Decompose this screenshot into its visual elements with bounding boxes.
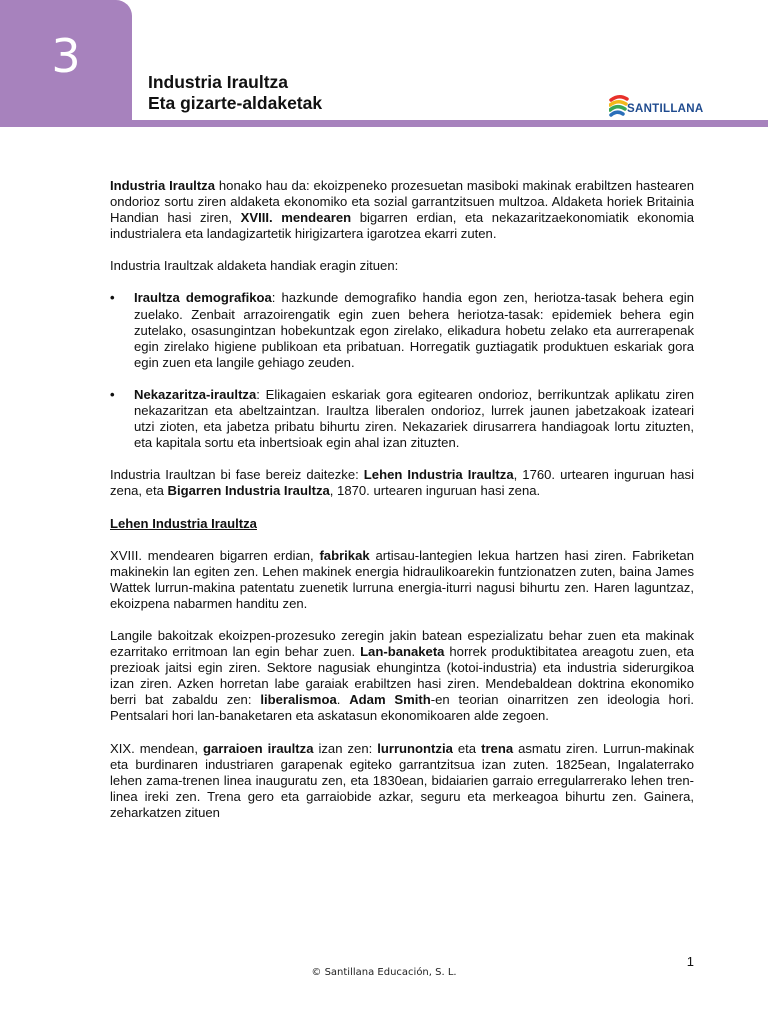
factories-paragraph: XVIII. mendearen bigarren erdian, fabrikak artisau-lantegien lekua hartzen hasi ziren. Fabriketan makinekin lan egiten zen. Lehen makinek energia hidraulikoarekin funtzionatzen zuten, baina James Wattek lurrun-makina patentatu zuenetik lurruna energia-iturri nagusi bihurtu zen. Haren laguntzaz, ekoizpena nabarmen handitu zen. bbox=[110, 547, 695, 611]
title-line-2: Eta gizarte-aldaketak bbox=[148, 93, 323, 113]
header-divider bbox=[0, 120, 768, 127]
list-item: • Nekazaritza-iraultza: Elikagaien eskariak gora egitearen ondorioz, berrikuntzak aplikatu ziren nekazaritzan eta abeltzaintzan. Iraultza liberalen ondorioz, lurrek jaunen jabetzakoak izateari utzi zioten, eta jabetza pribatu bihurtu ziren. Nekazariek dirusarrera handiagoak lortu zituzten, eta kapitala sortu eta inbertsioak egin ahal izan zituzten. bbox=[110, 386, 694, 451]
bullet-icon: • bbox=[110, 290, 115, 306]
changes-intro: Industria Iraultzak aldaketa handiak eragin zituen: bbox=[110, 258, 399, 274]
list-item: • Iraultza demografikoa: hazkunde demografiko handia egon zen, heriotza-tasak behera egin zuelako. Zenbait arrazoirengatik egin zuen behera heriotza-tasak: epidemiek behera egin zutelako, osasungintzan hobekuntzak egon zirelako, elikadura hobetu zelako eta aurrerapenak egin zirelako higiene publikoan eta pribatuan. Horregatik guztiagatik produktuen eskariak gora egin zuen eta langile gehiago zeuden. bbox=[110, 290, 694, 370]
phases-paragraph: Industria Iraultzan bi fase bereiz daitezke: Lehen Industria Iraultza, 1760. urtearen inguruan hasi zena, eta Bigarren Industria Iraultza, 1870. urtearen inguruan hasi zena. bbox=[110, 467, 694, 499]
page-number: 1 bbox=[686, 954, 694, 969]
transport-paragraph: XIX. mendean, garraioen iraultza izan zen: lurrunontzia eta trena asmatu ziren. Lurrun-makinak eta burdinaren industriaren garapenak egiteko garrantzitsua izan zuten. 1825ean, Ingalaterrako lehen zama-trenen linea inauguratu zen, eta 1830ean, bidaiarien garraio erregularrerako lehen tren-linea ireki zen. Trena gero eta garraiobide azkar, seguru eta merkeagoa bihurtu zen. Gainera, zeharkatzen zituen bbox=[110, 740, 695, 820]
title-line-1: Industria Iraultza bbox=[148, 72, 289, 92]
intro-paragraph: Industria Iraultza honako hau da: ekoizpeneko prozesuetan masiboki makinak erabiltzen hastearen ondorioz sortu ziren aldaketa ekonomiko eta sozial garrantzitsuen multzoa. Aldaketa horiek Britainia Handian hasi ziren, XVIII. mendearen bigarren erdian, eta nekazaritzaekonomiatik ekonomia industrialera eta landagizartetik hirigizartera igarotzea ekarri zuten. bbox=[110, 178, 694, 242]
bullet-icon: • bbox=[110, 386, 115, 402]
chapter-tab bbox=[0, 0, 132, 122]
copyright-footer: © Santillana Educación, S. L. bbox=[311, 967, 457, 978]
logo-text: SANTILLANA bbox=[627, 103, 704, 115]
chapter-number: 3 bbox=[51, 29, 81, 83]
document-body bbox=[110, 178, 694, 837]
labour-division-paragraph: Langile bakoitzak ekoizpen-prozesuko zeregin jakin batean espezializatu behar zuen eta makinak ezarritako erritmoan lan egin behar zuen. Lan-banaketa horrek produktibitatea areagotu zuen, eta prezioak jaitsi egin ziren. Sektore nagusiak ehungintza (kotoi-industria) eta industria siderurgikoa izan ziren. Azken horretan labe garaiak erabiltzen hasi ziren. Mendebaldean doktrina ekonomiko berri bat zabaldu zen: liberalismoa. Adam Smith-en teorian oinarritzen zen ideologia hori. Pentsalari hori lan-banaketaren eta askatasun ekonomikoaren alde zegoen. bbox=[110, 627, 694, 724]
section-heading: Lehen Industria Iraultza bbox=[110, 515, 257, 531]
santillana-logo bbox=[609, 94, 703, 118]
santillana-logo-icon bbox=[609, 94, 629, 118]
page-title bbox=[148, 72, 322, 114]
